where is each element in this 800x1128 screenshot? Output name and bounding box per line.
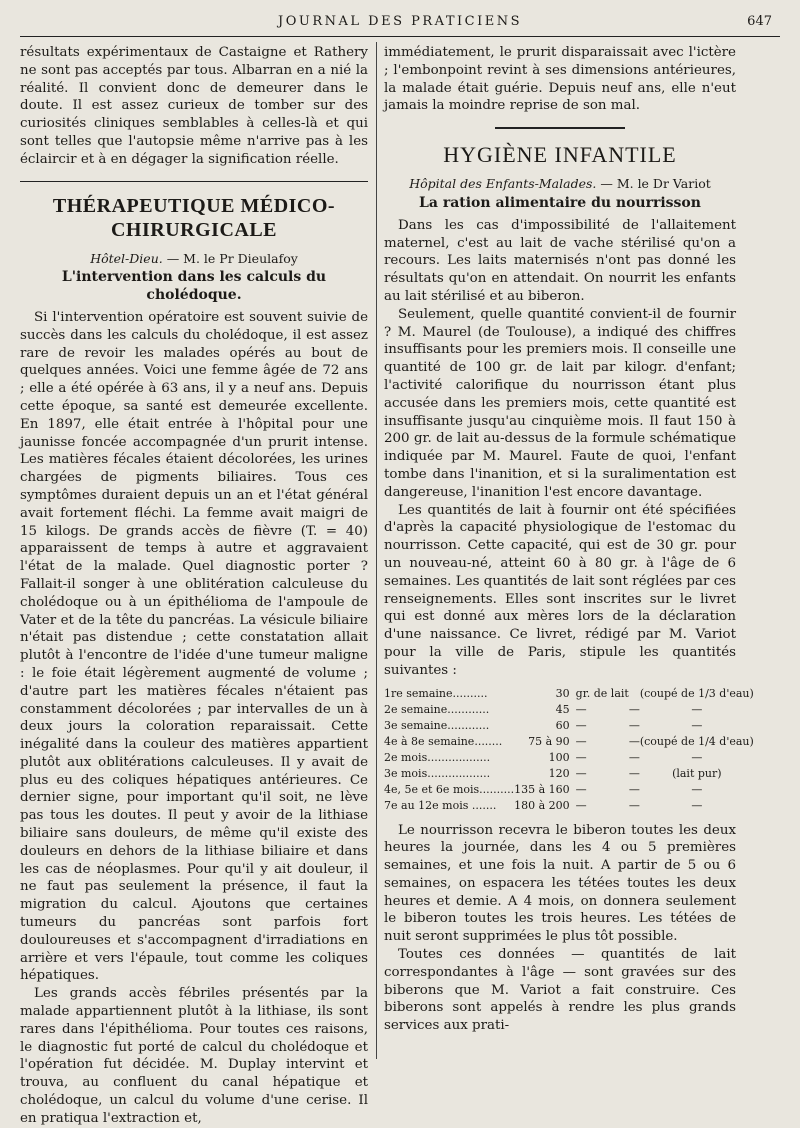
period-cell: 2e semaine............: [384, 702, 490, 716]
period-cell: 4e à 8e semaine........: [384, 734, 503, 748]
paragraph: résultats expérimentaux de Castaigne et Rathery ne sont pas acceptés par tous. Albarran en a nié la réalité. Il convient donc de demeurer dans le doute. Il est assez curieux de tomber sur des curiosités cliniques semblables à celles-là et qui sont telles que l'autopsie même n'arrive pas à les éclaircir et à en dégager la signification réelle.: [20, 45, 368, 167]
table-row: [384, 702, 754, 718]
period-cell: 1re semaine..........: [384, 686, 488, 700]
source-person: — M. le Dr Variot: [600, 176, 711, 192]
period-cell: 7e au 12e mois .......: [384, 798, 497, 812]
unit-cell: —: [575, 798, 587, 812]
period-cell: 4e, 5e et 6e mois..........: [384, 782, 515, 796]
section-title-therapeutique: THÉRAPEUTIQUE MÉDICO-CHIRURGICALE: [52, 194, 336, 241]
period-cell: 2e mois..................: [384, 750, 491, 764]
paragraph: Si l'intervention opératoire est souvent suivie de succès dans les calculs du cholédoque, il est assez rare de revoir les malades opérés au bout de quelques années. Voici une femme âgée de 72 ans ; elle a été opérée à 63 ans, il y a neuf ans. Depuis cette époque, sa santé est demeurée excellente. En 1897, elle était entrée à l'hôpital pour une jaunisse foncée accompagnée d'un prurit intense. Les matières fécales étaient décolorées, les urines chargées de pigments biliaires. Tous ces symptômes duraient depuis un an et l'état général avait fortement fléchi. La femme avait maigri de 15 kilogs. De grands accès de fièvre (T. = 40) apparaissent de temps à autre et aggravaient l'état de la malade. Quel diagnostic porter ? Fallait-il songer à une oblitération calculeuse du cholédoque ou à un épithélioma de l'ampoule de Vater et de la tête du pancréas. La vésicule biliaire n'était pas distendue ; cette constatation allait plutôt à l'encontre de l'idée d'une tumeur maligne : le foie était légèrement augmenté de volume ; d'autre part les matières fécales n'étaient pas constamment décolorées ; par intervalles de un à deux jours la coloration reparaissait. Cette inégalité dans la couleur des matières appartient plutôt aux oblitérations calculeuses. Il y avait de plus eu des coliques hépatiques antérieures. Ce dernier signe, pour important qu'il soit, ne lève pas tous les doutes. Il peut y avoir de la lithiase biliaire sans douleurs, de même qu'il existe des douleurs en dehors de la lithiase biliaire et dans les cas de néoplasmes. Pour qu'il y ait douleur, il ne faut pas seulement la présence, il faut la migration du calcul. Ajoutons que certaines tumeurs du pancréas sont parfois fort douloureuses et s'accompagnent d'irradiations en arrière et vers l'épaule, tout comme les coliques hépatiques.: [20, 309, 368, 984]
article-source: [20, 250, 368, 268]
note-cell: —: [691, 782, 703, 796]
amount-cell: 100: [548, 750, 570, 764]
unit-cell: —: [575, 750, 587, 764]
page-number: 647: [747, 14, 772, 29]
amount-cell: 120: [548, 766, 570, 780]
column-divider: [376, 42, 377, 1059]
paragraph: Les grands accès fébriles présentés par la malade appartiennent plutôt à la lithiase, ils sont rares dans l'épithélioma. Pour toutes ces raisons, le diagnostic fut porté de calcul du cholédoque et l'opération fut décidée. M. Duplay intervint et trouva, au confluent du canal hépatique et cholédoque, un calcul du volume d'une cerise. Il en pratiqua l'extraction et,: [20, 986, 368, 1126]
dash-cell: —: [628, 782, 640, 796]
table-row: [384, 798, 754, 814]
table-row: [384, 782, 754, 798]
paragraph: Seulement, quelle quantité convient-il de fournir ? M. Maurel (de Toulouse), a indiqué des chiffres insuffisants pour les premiers mois. Il conseille une quantité de 100 gr. de lait par kilogr. d'enfant; l'activité calorifique du nourrisson étant plus accusée dans les premiers mois, cette quantité est insuffisante jusqu'au cinquième mois. Il faut 150 à 200 gr. de lait au-dessus de la formule schématique indiquée par M. Maurel. Faute de quoi, l'enfant tombe dans l'inanition, et si la suralimentation est dangereuse, l'inanition l'est encore davantage.: [384, 306, 736, 500]
unit-cell: —: [575, 734, 587, 748]
amount-cell: 60: [555, 718, 570, 732]
amount-cell: 75 à 90: [528, 734, 570, 748]
amount-cell: 45: [555, 702, 570, 716]
source-place: Hôpital des Enfants-Malades.: [409, 176, 597, 192]
ration-table: [384, 686, 754, 814]
table-row: [384, 734, 754, 750]
amount-cell: 180 à 200: [514, 798, 570, 812]
running-header: [20, 12, 780, 37]
dash-cell: —: [628, 766, 640, 780]
table-row: [384, 718, 754, 734]
note-cell: —: [691, 798, 703, 812]
amount-cell: 30: [555, 686, 570, 700]
source-person: — M. le Pr Dieulafoy: [166, 250, 298, 266]
section-divider: [495, 127, 625, 129]
unit-cell: —: [575, 766, 587, 780]
paragraph: Les quantités de lait à fournir ont été spécifiées d'après la capacité physiologique de l'estomac du nourrisson. Cette capacité, qui est de 30 gr. pour un nouveau-né, atteint 60 à 80 gr. à l'âge de 6 semaines. Les quantités de lait sont réglées par ces renseignements. Elles sont inscrites sur le livret qui est donné aux mères lors de la déclaration d'une naissance. Ce livret, rédigé par M. Variot pour la ville de Paris, stipule les quantités suivantes :: [384, 502, 736, 678]
note-cell: —: [691, 718, 703, 732]
dash-cell: [629, 686, 640, 702]
unit-cell: gr. de lait: [575, 686, 629, 700]
article-source: [384, 175, 736, 193]
dash-cell: —: [628, 798, 640, 812]
note-cell: (coupé de 1/3 d'eau): [639, 686, 754, 700]
dash-cell: —: [628, 718, 640, 732]
amount-cell: 135 à 160: [514, 782, 570, 796]
section-divider: [20, 181, 368, 182]
note-cell: —: [691, 750, 703, 764]
section-title-hygiene: HYGIÈNE INFANTILE: [443, 142, 677, 168]
paragraph: Le nourrisson recevra le biberon toutes les deux heures la journée, dans les 4 ou 5 premières semaines, et une fois la nuit. A partir de 5 ou 6 semaines, on espacera les tétées toutes les deux heures et demie. A 4 mois, on donnera seulement le biberon toutes les trois heures. Les tétées de nuit seront supprimées le plus tôt possible.: [384, 822, 736, 945]
article-subtitle: La ration alimentaire du nourrisson: [419, 194, 701, 211]
note-cell: —: [691, 702, 703, 716]
paragraph: immédiatement, le prurit disparaissait avec l'ictère ; l'embonpoint revint à ses dimensions antérieures, la malade était guérie. Depuis neuf ans, elle n'eut jamais la moindre reprise de son mal.: [384, 45, 736, 114]
period-cell: 3e semaine............: [384, 718, 490, 732]
left-column: [20, 44, 368, 1126]
unit-cell: —: [575, 702, 587, 716]
period-cell: 3e mois..................: [384, 766, 491, 780]
dash-cell: —: [628, 734, 640, 748]
dash-cell: —: [628, 702, 640, 716]
unit-cell: —: [575, 718, 587, 732]
journal-title: JOURNAL DES PRATICIENS: [278, 14, 522, 29]
table-row: [384, 686, 754, 702]
note-cell: (coupé de 1/4 d'eau): [639, 734, 754, 748]
note-cell: (lait pur): [672, 766, 722, 780]
right-column: [384, 44, 754, 1059]
table-row: [384, 750, 754, 766]
dash-cell: —: [628, 750, 640, 764]
table-row: [384, 766, 754, 782]
unit-cell: —: [575, 782, 587, 796]
paragraph: Toutes ces données — quantités de lait correspondantes à l'âge — sont gravées sur des biberons que M. Variot a fait construire. Ces biberons sont appelés à rendre les plus grands services aux prati-: [384, 947, 736, 1034]
article-subtitle: L'intervention dans les calculs du cholédoque.: [61, 269, 327, 304]
source-place: Hôtel-Dieu.: [90, 250, 163, 266]
paragraph: Dans les cas d'impossibilité de l'allaitement maternel, c'est au lait de vache stérilisé qu'on a recours. Les laits maternisés n'ont pas donné les résultats qu'on en attendait. On nourrit les enfants au lait stérilisé et au biberon.: [384, 217, 736, 304]
